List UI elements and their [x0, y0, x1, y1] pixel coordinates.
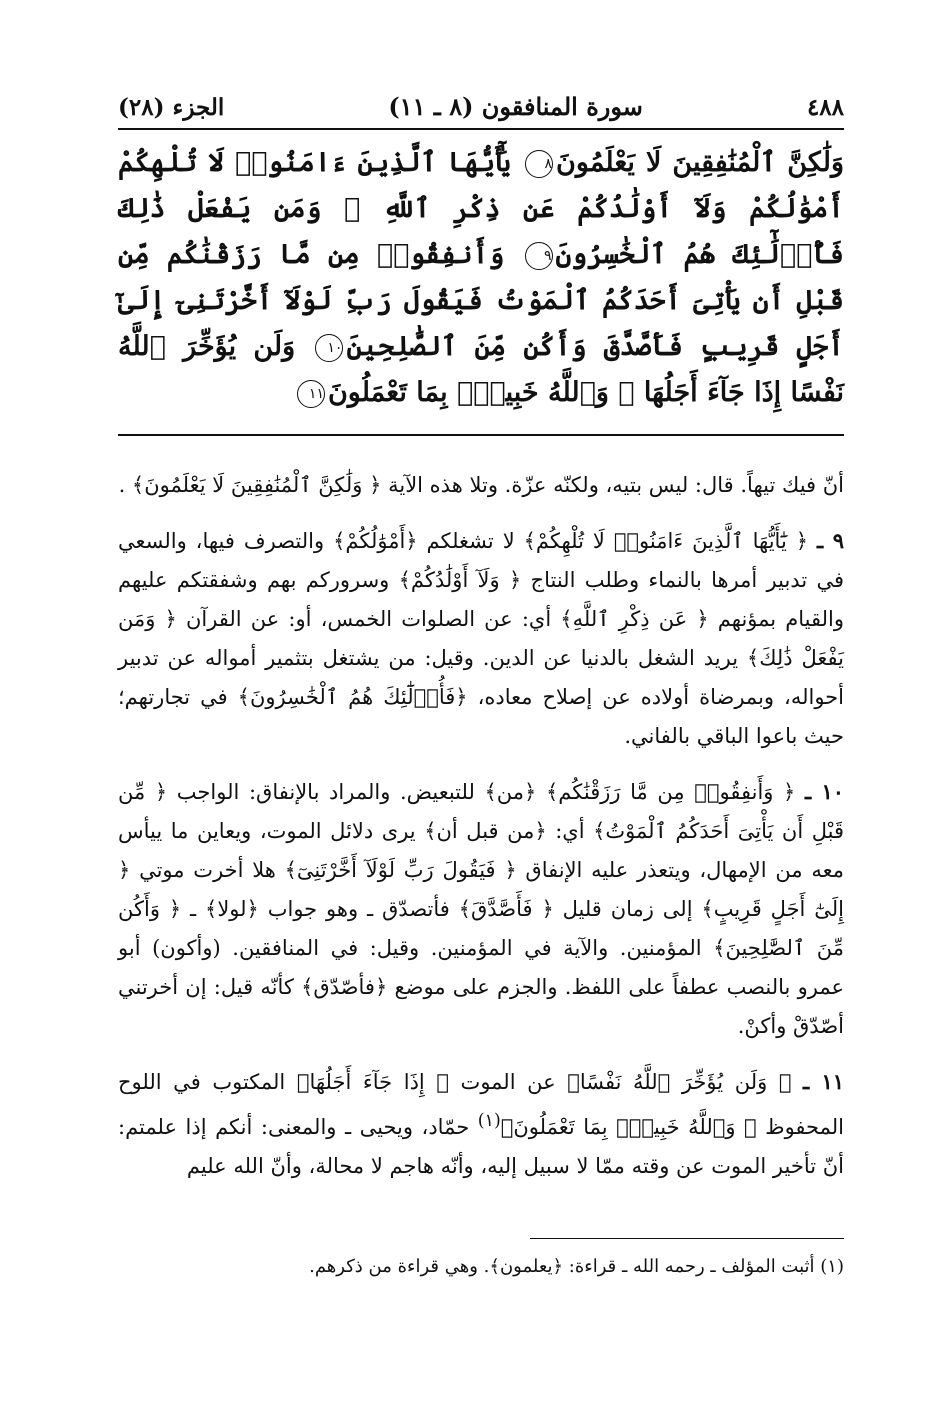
ayah-number-mark: ١٠ [315, 334, 343, 362]
commentary-paragraph [118, 521, 844, 756]
paragraph-text: ﴿ يَٰٓأَيُّهَا ٱلَّذِينَ ءَامَنُوا۟ لَا تُلْهِكُمْ﴾ لا تشغلكم ﴿أَمْوَٰلُكُمْ﴾ والتصرف فيها، والسعي في تدبير أمرها بالنماء وطلب النتاج ﴿ وَلَآ أَوْلَٰدُكُمْ﴾ وسروركم بهم وشفقتكم عليهم والقيام بمؤنهم ﴿ عَن ذِكْرِ ٱللَّهِ﴾ أي: عن الصلوات الخمس، أو: عن القرآن ﴿ وَمَن يَفْعَلْ ذَٰلِكَ﴾ يريد الشغل بالدنيا عن الدين. وقيل: من يشتغل بتثمير أمواله عن تدبير أحواله، وبمرضاة أولاده عن إصلاح معاده، ﴿فَأُو۟لَٰٓئِكَ هُمُ ٱلْخَٰسِرُونَ﴾ في تجارتهم؛ حيث باعوا الباقي بالفاني. [118, 529, 844, 748]
commentary [118, 466, 844, 1186]
quran-verse: وَلَن يُؤَخِّرَ ٱللَّهُ نَفْسًا إِذَا جَآءَ أَجَلُهَا ۚ وَٱللَّهُ خَبِيرٌۢ بِمَا تَعْمَلُونَ [118, 331, 844, 408]
commentary-paragraph [118, 1062, 844, 1186]
verse-number: ١٠ ـ [805, 779, 844, 804]
surah-title: سورة المنافقون (٨ ـ ١١) [388, 92, 643, 121]
paragraph-text: حمّاد، ويحيى ـ والمعنى: أنكم إذا علمتم: أنّ تأخير الموت عن وقته ممّا لا سبيل إليه، وأنّه هاجم لا محالة، وأنّ الله عليم [118, 1115, 844, 1178]
verse-number: ٩ ـ [816, 528, 844, 553]
quran-verse: وَأَنفِقُوا۟ مِن مَّا رَزَقْنَٰكُم مِّن قَبْلِ أَن يَأْتِىَ أَحَدَكُمُ ٱلْمَوْتُ فَيَقُولَ رَبِّ لَوْلَآ أَخَّرْتَنِىٓ إِلَىٰٓ أَجَلٍ قَرِيبٍ فَأَصَّدَّقَ وَأَكُن مِّنَ ٱلصَّٰلِحِينَ [118, 239, 844, 362]
ayah-number-mark: ١١ [297, 380, 325, 408]
header-divider [118, 128, 844, 130]
footnote-separator-wrap [118, 1202, 844, 1239]
juz-label: الجزء (٢٨) [118, 94, 225, 121]
paragraph-text: ﴿ وَأَنفِقُوا۟ مِن مَّا رَزَقْنَٰكُم﴾ ﴿من﴾ للتبعيض. والمراد بالإنفاق: الواجب ﴿ مِّن قَبْلِ أَن يَأْتِىَ أَحَدَكُمُ ٱلْمَوْتُ﴾ أي: ﴿من قبل أن﴾ يرى دلائل الموت، ويعاين ما ييأس معه من الإمهال، ويتعذر عليه الإنفاق ﴿ فَيَقُولَ رَبِّ لَوْلَآ أَخَّرْتَنِىٓ﴾ هلا أخرت موتي ﴿ إِلَىٰٓ أَجَلٍ قَرِيبٍ﴾ إلى زمان قليل ﴿ فَأَصَّدَّقَ﴾ فأتصدّق ـ وهو جواب ﴿لولا﴾ ـ ﴿ وَأَكُن مِّنَ ٱلصَّٰلِحِينَ﴾ المؤمنين. والآية في المؤمنين. وقيل: في المنافقين. (وأكون) أبو عمرو بالنصب عطفاً على اللفظ. والجزم على موضع ﴿فأصّدّق﴾ كأنّه قيل: إن أخرتني أصّدّقْ وأكنْ. [118, 780, 844, 1038]
quran-verse: وَلَٰكِنَّ ٱلْمُنَٰفِقِينَ لَا يَعْلَمُونَ [556, 147, 844, 178]
verse-number: ١١ ـ [803, 1069, 844, 1094]
page-header [118, 92, 844, 128]
quran-divider [118, 434, 844, 436]
ayah-number-mark: ٨ [525, 150, 553, 178]
page [118, 92, 844, 1283]
quran-verse: يَٰٓأَيُّهَا ٱلَّذِينَ ءَامَنُوا۟ لَا تُلْهِكُمْ أَمْوَٰلُكُمْ وَلَآ أَوْلَٰدُكُمْ عَن ذِكْرِ ٱللَّهِ ۚ وَمَن يَفْعَلْ ذَٰلِكَ فَأُو۟لَٰٓئِكَ هُمُ ٱلْخَٰسِرُونَ [118, 147, 844, 270]
commentary-paragraph [118, 466, 844, 505]
footnote-text: (١) أثبت المؤلف ـ رحمه الله ـ قراءة: ﴿يعلمون﴾. وهي قراءة من ذكرهم. [309, 1256, 844, 1277]
ayah-number-mark: ٩ [525, 242, 553, 270]
footnote [118, 1251, 844, 1283]
quran-text [118, 140, 844, 416]
footnote-ref: (١) [477, 1111, 501, 1131]
footnote-separator [530, 1238, 844, 1239]
page-number: ٤٨٨ [806, 94, 844, 121]
paragraph-text: ﴿ وَلَن يُؤَخِّرَ ٱللَّهُ نَفْسًا﴾ عن الموت ﴿ إِذَا جَآءَ أَجَلُهَا﴾ المكتوب في اللوح المحفوظ ﴿ وَٱللَّهُ خَبِيرٌۢ بِمَا تَعْمَلُونَ﴾ [118, 1070, 844, 1139]
paragraph-text: أنّ فيك تيهاً. قال: ليس بتيه، ولكنّه عزّة. وتلا هذه الآية ﴿ وَلَٰكِنَّ ٱلْمُنَٰفِقِينَ لَا يَعْلَمُونَ﴾ . [118, 473, 844, 497]
commentary-paragraph [118, 772, 844, 1046]
